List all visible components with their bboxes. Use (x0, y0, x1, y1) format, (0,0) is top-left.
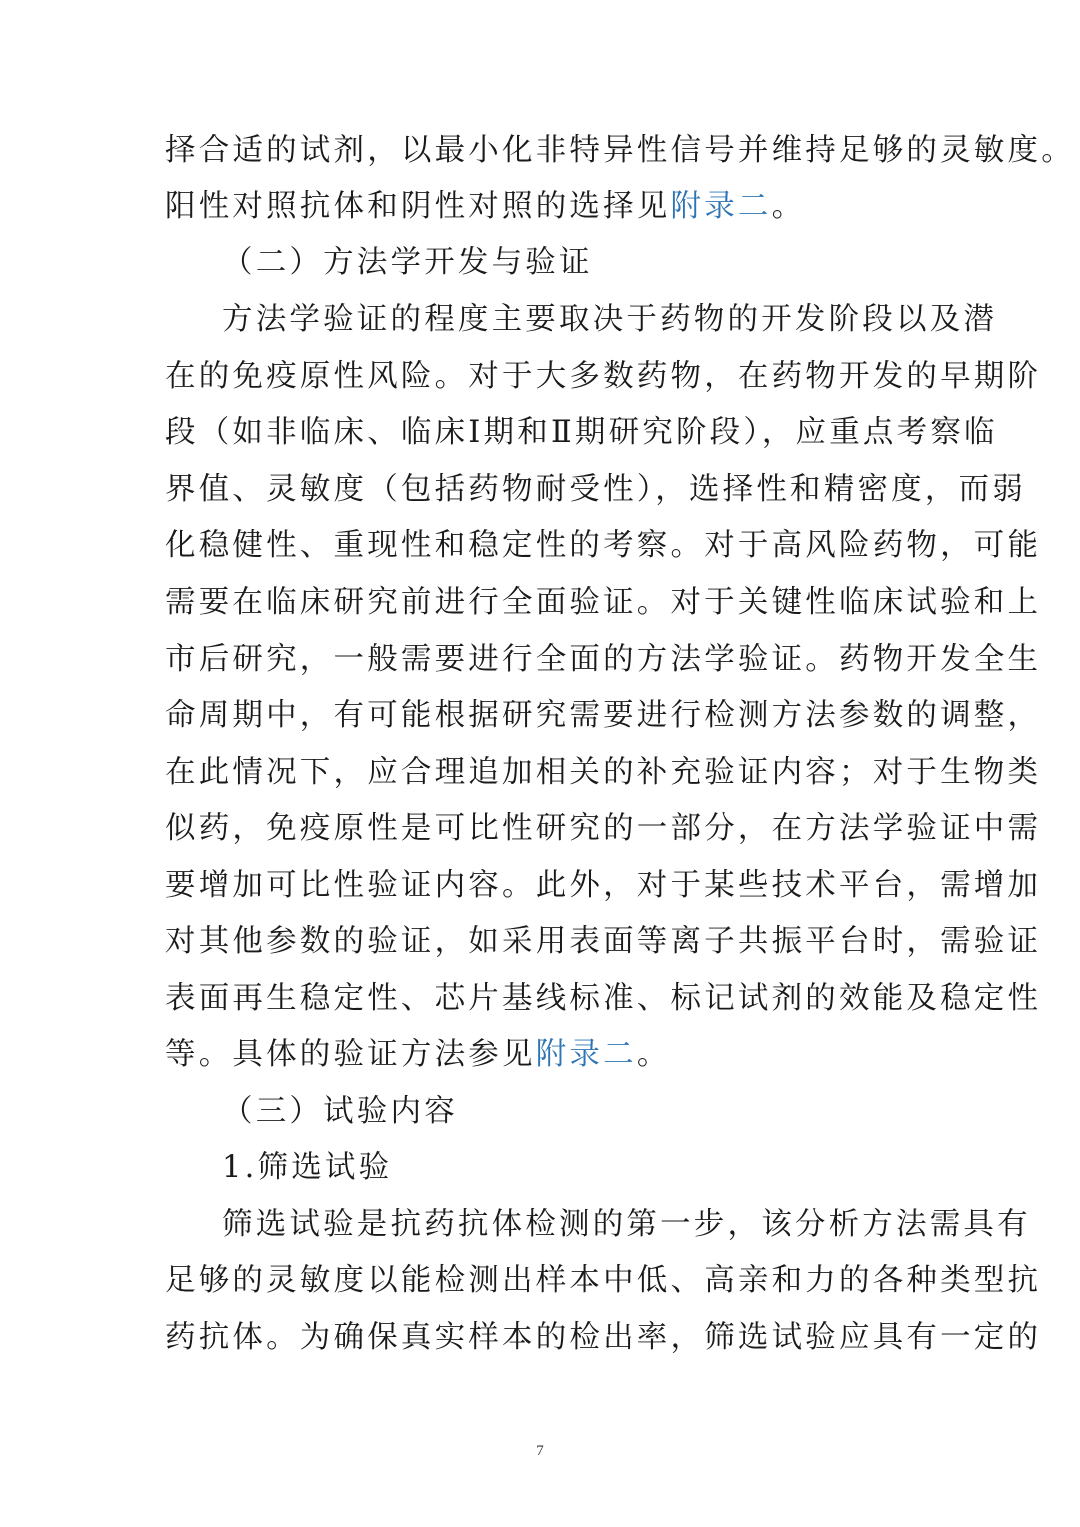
line-text: 方法学验证的程度主要取决于药物的开发阶段以及潜 (222, 302, 998, 337)
line-text: 筛选试验是抗药抗体检测的第一步，该分析方法需具有 (222, 1207, 1031, 1242)
paragraph-line (165, 922, 1042, 962)
paragraph-line (165, 413, 998, 453)
line-text: 择合适的试剂，以最小化非特异性信号并维持足够的灵敏度。 (165, 133, 1075, 168)
paragraph-line (165, 1035, 925, 1075)
paragraph-line (165, 753, 1042, 793)
paragraph-line (222, 300, 998, 340)
line-text: 表面再生稳定性、芯片基线标准、标记试剂的效能及稳定性 (165, 981, 1042, 1016)
paragraph-line (165, 526, 1042, 566)
heading-text: 1.筛选试验 (222, 1150, 393, 1185)
line-text: 化稳健性、重现性和稳定性的考察。对于高风险药物，可能 (165, 528, 1042, 563)
paragraph-line (165, 131, 1075, 171)
paragraph-line (165, 696, 1042, 736)
appendix-link[interactable]: 附录二 (670, 189, 772, 224)
section-heading (222, 1092, 925, 1132)
heading-text: （二）方法学开发与验证 (222, 245, 593, 280)
heading-text: （三）试验内容 (222, 1094, 458, 1129)
paragraph-line (165, 809, 1042, 849)
appendix-link[interactable]: 附录二 (535, 1037, 637, 1072)
line-text: 段（如非临床、临床Ⅰ期和Ⅱ期研究阶段），应重点考察临 (165, 415, 998, 450)
line-text: 市后研究，一般需要进行全面的方法学验证。药物开发全生 (165, 642, 1042, 677)
paragraph-line (165, 640, 1042, 680)
section-heading (222, 243, 925, 283)
line-text: 药抗体。为确保真实样本的检出率，筛选试验应具有一定的 (165, 1320, 1042, 1355)
paragraph-line (165, 583, 1042, 623)
line-text: 。 (771, 189, 806, 224)
line-text: 在的免疫原性风险。对于大多数药物，在药物开发的早期阶 (165, 359, 1042, 394)
paragraph-line (165, 357, 1042, 397)
paragraph-line (165, 1318, 1042, 1358)
paragraph-line (222, 1205, 1031, 1245)
line-text: 需要在临床研究前进行全面验证。对于关键性临床试验和上 (165, 585, 1042, 620)
line-text: 界值、灵敏度（包括药物耐受性），选择性和精密度，而弱 (165, 472, 1026, 507)
line-text: 等。具体的验证方法参见 (165, 1037, 536, 1072)
line-text: 足够的灵敏度以能检测出样本中低、高亲和力的各种类型抗 (165, 1263, 1042, 1298)
line-text: 命周期中，有可能根据研究需要进行检测方法参数的调整， (165, 698, 1042, 733)
line-text: 在此情况下，应合理追加相关的补充验证内容；对于生物类 (165, 755, 1042, 790)
line-text: 。 (636, 1037, 671, 1072)
subsection-heading (222, 1148, 925, 1188)
paragraph-line (165, 187, 925, 227)
line-text: 要增加可比性验证内容。此外，对于某些技术平台，需增加 (165, 868, 1042, 903)
paragraph-line (165, 1261, 1042, 1301)
page-number: 7 (536, 1443, 544, 1459)
paragraph-line (165, 470, 1026, 510)
line-text: 对其他参数的验证，如采用表面等离子共振平台时，需验证 (165, 924, 1042, 959)
paragraph-line (165, 866, 1042, 906)
paragraph-line (165, 979, 1042, 1019)
line-text: 阳性对照抗体和阴性对照的选择见 (165, 189, 671, 224)
line-text: 似药，免疫原性是可比性研究的一部分，在方法学验证中需 (165, 811, 1042, 846)
